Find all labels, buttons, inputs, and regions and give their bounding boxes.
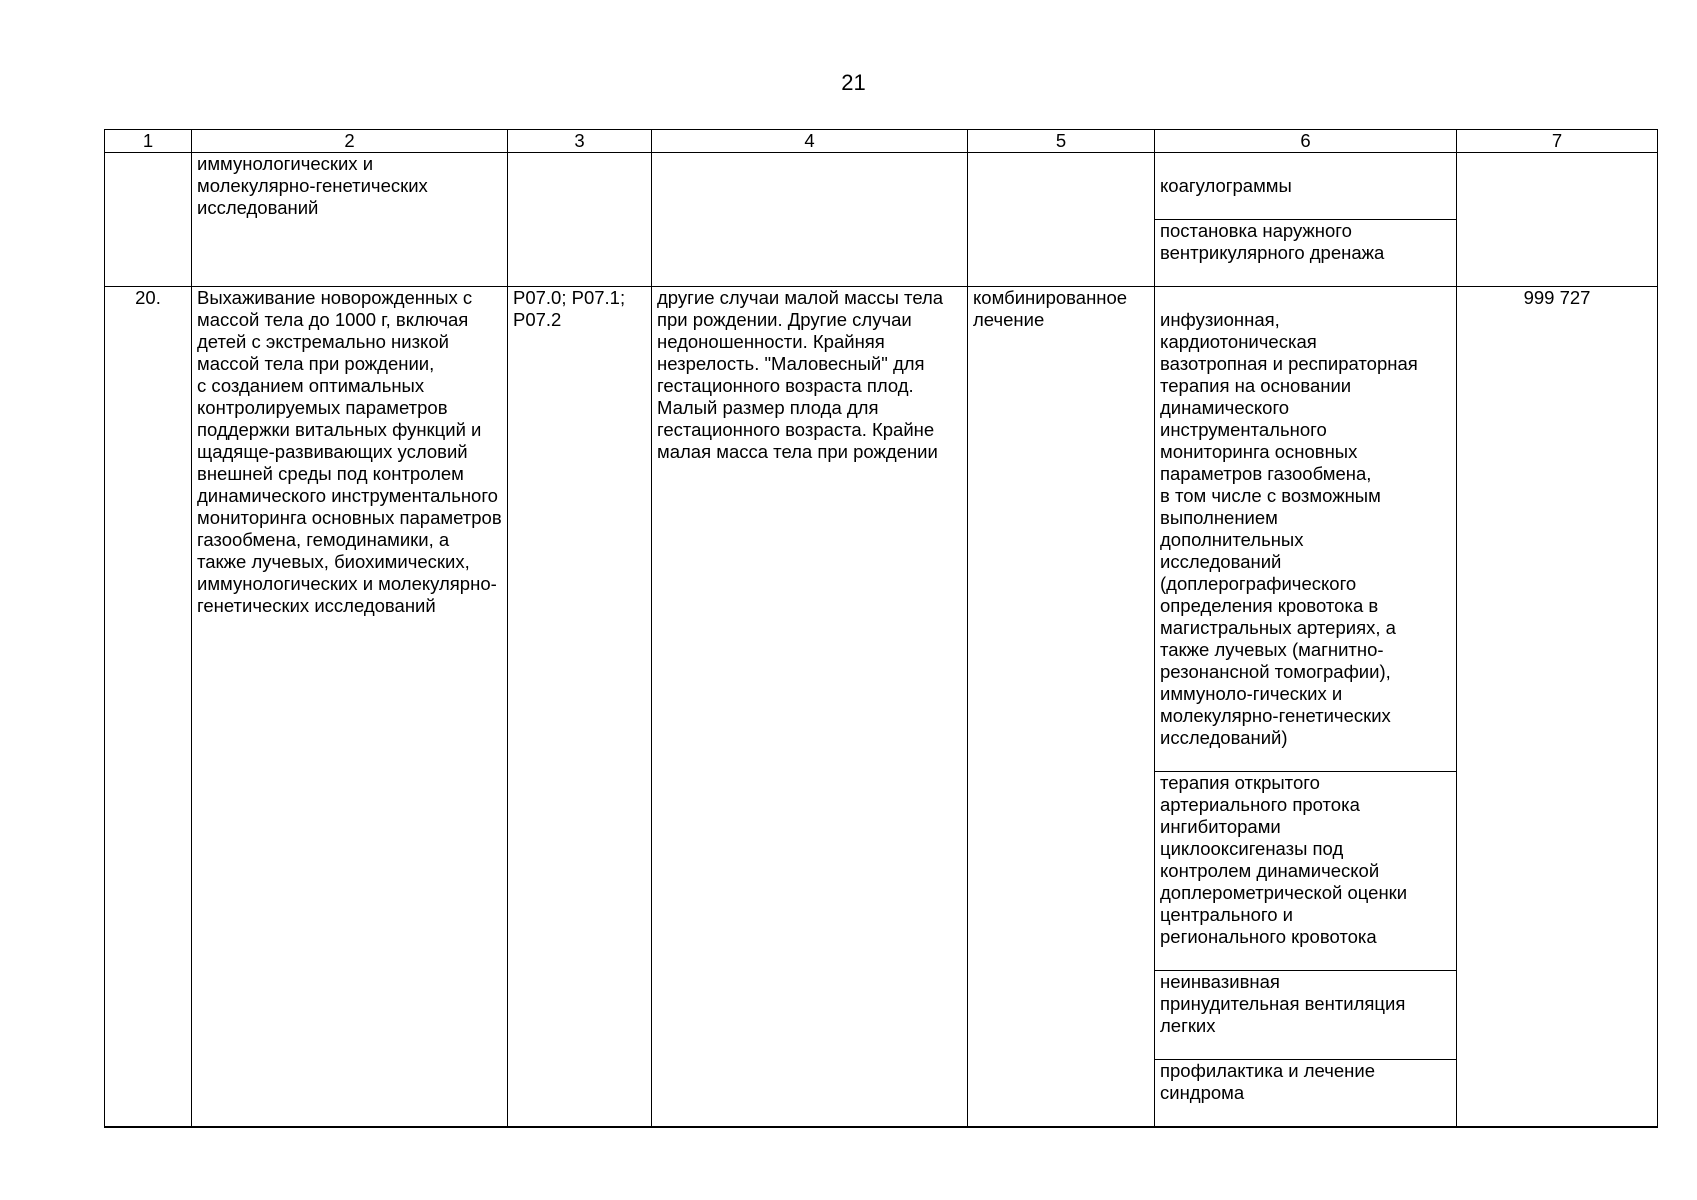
cell-name: Выхаживание новорожденных с массой тела до 1000 г, включая детей с экстремально низкой массой тела при рождении, с созданием оптимальных контролируемых параметров поддержки витальных функций и щадяще-развивающих условий внешней среды под контролем динамического инструментального мониторинга основных параметров газообмена, гемодинамики, а также лучевых, биохимических, иммунологических и молекулярно-генетических исследований	[192, 287, 508, 1128]
cell-cost	[1457, 153, 1658, 287]
table-row-continuation	[105, 153, 1658, 287]
method-item: постановка наружного вентрикулярного дренажа	[1155, 219, 1456, 264]
column-header-6: 6	[1155, 130, 1457, 153]
column-header-2: 2	[192, 130, 508, 153]
page-number: 21	[841, 70, 866, 95]
cell-codes	[508, 153, 652, 287]
cell-number: 20.	[105, 287, 192, 1128]
cell-model	[652, 153, 968, 287]
cell-methods	[1155, 287, 1457, 1128]
cell-name: иммунологических и молекулярно-генетических исследований	[192, 153, 508, 287]
cell-number	[105, 153, 192, 287]
method-item: профилактика и лечение синдрома	[1155, 1059, 1456, 1104]
cell-codes: P07.0; P07.1; P07.2	[508, 287, 652, 1128]
table-header-row	[105, 130, 1658, 153]
cell-cost: 999 727	[1457, 287, 1658, 1128]
column-header-3: 3	[508, 130, 652, 153]
cell-model: другие случаи малой массы тела при рождении. Другие случаи недоношенности. Крайняя незрелость. "Маловесный" для гестационного возраста плод. Малый размер плода для гестационного возраста. Крайне малая масса тела при рождении	[652, 287, 968, 1128]
method-item: терапия открытого артериального протока ингибиторами циклооксигеназы под контролем динамической доплерометрической оценки центрального и регионального кровотока	[1155, 771, 1456, 948]
method-item: неинвазивная принудительная вентиляция легких	[1155, 970, 1456, 1037]
cell-treatment	[968, 153, 1155, 287]
column-header-7: 7	[1457, 130, 1658, 153]
method-item: инфузионная, кардиотоническая вазотропная и респираторная терапия на основании динамического инструментального мониторинга основных параметров газообмена, в том числе с возможным выполнением дополнительных исследований (доплерографического определения кровотока в магистральных артериях, а также лучевых (магнитно- резонансной томографии), иммуноло-гических и молекулярно-генетических исследований)	[1160, 309, 1418, 748]
cell-treatment: комбинированное лечение	[968, 287, 1155, 1128]
cell-methods	[1155, 153, 1457, 287]
column-header-5: 5	[968, 130, 1155, 153]
table-row-20	[105, 287, 1658, 1128]
medical-care-table	[104, 129, 1658, 1128]
column-header-4: 4	[652, 130, 968, 153]
method-item: коагулограммы	[1160, 175, 1292, 196]
column-header-1: 1	[105, 130, 192, 153]
